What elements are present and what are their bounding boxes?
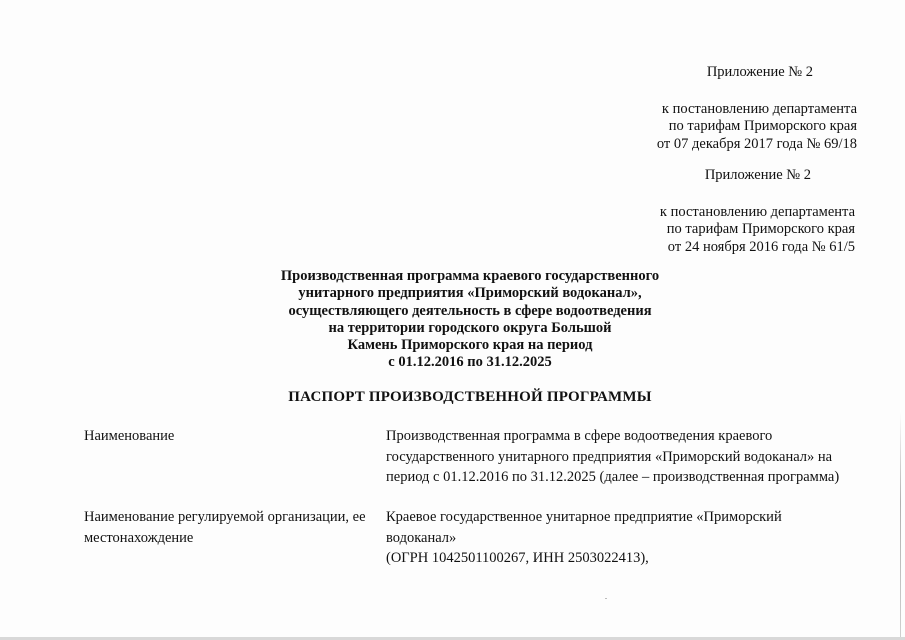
appendix-label: Приложение № 2: [706, 64, 813, 80]
title-line: унитарного предприятия «Приморский водоканал»,: [298, 285, 642, 302]
title-line: с 01.12.2016 по 31.12.2025: [388, 354, 552, 371]
appendix-line: от 07 декабря 2017 года № 69/18: [656, 135, 857, 152]
title-line: Производственная программа краевого государственного: [280, 268, 660, 284]
passport-field-label: [84, 507, 384, 548]
label-line: Наименование: [84, 428, 175, 444]
title-line: на территории городского округа Большой: [328, 319, 612, 336]
passport-field-label: [84, 426, 384, 447]
value-line: водоканал»: [386, 529, 457, 546]
scan-edge-right: [900, 410, 901, 640]
appendix-line: к постановлению департамента: [659, 203, 855, 220]
document-title: [0, 268, 905, 372]
passport-field-value: [386, 507, 866, 569]
value-line: (ОГРН 1042501100267, ИНН 2503022413),: [386, 550, 649, 566]
appendix-line: от 24 ноября 2016 года № 61/5: [667, 238, 855, 255]
label-line: местонахождение: [84, 529, 194, 546]
label-line: Наименование регулируемой организации, ее: [84, 509, 366, 525]
value-line: Производственная программа в сфере водоотведения краевого: [386, 428, 773, 444]
passport-heading: ПАСПОРТ ПРОИЗВОДСТВЕННОЙ ПРОГРАММЫ: [288, 389, 652, 405]
appendix-label: Приложение № 2: [704, 167, 811, 183]
value-line: государственного унитарного предприятия «Приморский водоканал» на: [386, 448, 833, 465]
appendix-line: по тарифам Приморского края: [668, 118, 857, 134]
value-line: Краевое государственное унитарное предприятие «Приморский: [386, 509, 782, 525]
appendix-current: [657, 64, 857, 153]
title-line: Камень Приморского края на период: [347, 337, 593, 354]
title-line: осуществляющего деятельность в сфере водоотведения: [288, 302, 652, 319]
appendix-line: по тарифам Приморского края: [666, 221, 855, 237]
appendix-previous: [660, 167, 855, 256]
passport-field-value: [386, 426, 866, 488]
scan-speck: [605, 598, 607, 599]
value-line: период с 01.12.2016 по 31.12.2025 (далее – производственная программа): [386, 469, 840, 485]
appendix-line: к постановлению департамента: [661, 100, 857, 117]
